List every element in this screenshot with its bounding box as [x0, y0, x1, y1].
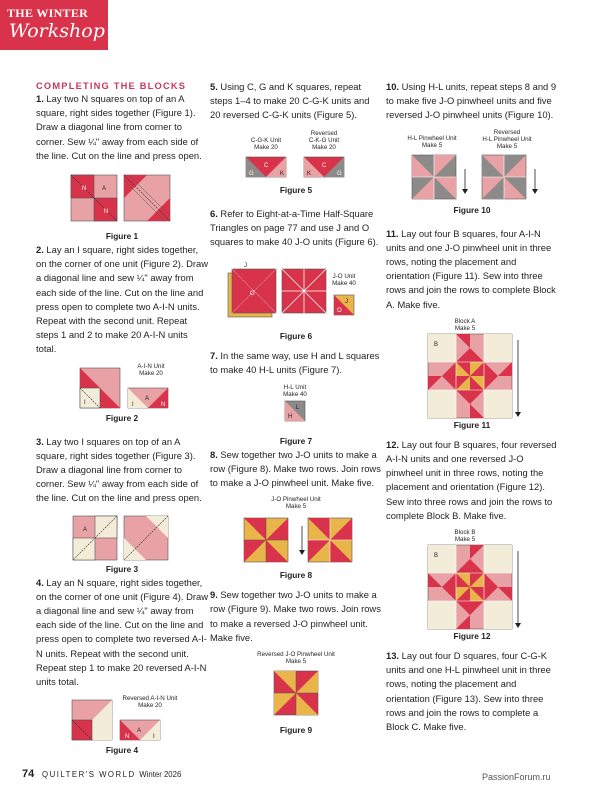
figure-6-unit-label-1: J-O Unit	[332, 273, 356, 281]
step-1: 1. Lay two N squares on top of an A square, right sides together (Figure 1). Draw a diagonal line from corner to corner. Sew ¼" away from each side of the line. Cut on the line and press open.	[36, 93, 202, 161]
figure-7-unit-label-1: H-L Unit	[283, 383, 307, 391]
figure-1-diagram	[36, 169, 208, 231]
fig6-letter-o2: O	[337, 308, 342, 315]
page-number: 74	[22, 768, 35, 780]
figure-2-caption: Figure 2	[105, 412, 139, 423]
figure-10-right-label-2: H-L Pinwheel Unit	[482, 135, 532, 143]
figure-4-unit-label-2: Make 20	[138, 702, 162, 710]
step-11: 11. Lay out four B squares, four A-I-N units and one J-O pinwheel unit in three rows, noting the placement and orientation (Figure 11). Sew into three rows and join the rows to complete Block A. Make five.	[386, 227, 556, 310]
figure-9-unit-label-2: Make 5	[285, 658, 307, 666]
step-10: 10. Using H-L units, repeat steps 8 and 9 to make five J-O pinwheel units and five reversed J-O pinwheel units (Figure 10).	[386, 81, 557, 121]
column-2	[210, 80, 382, 737]
step-2: 2. Lay an I square, right sides together, on the corner of one unit (Figure 2). Draw a diagonal line and sew ¼" away from each side of the line. Cut on the line and press open to complete two A-I-N units. Repeat with the second unit. Repeat steps 1 and 2 to make 20 A-I-N units total.	[36, 244, 208, 355]
figure-5-left-label-1: C-G-K Unit	[250, 136, 282, 144]
section-heading: COMPLETING THE BLOCKS	[36, 81, 187, 91]
fig11-letter-b: B	[434, 341, 439, 348]
figure-6	[210, 255, 382, 343]
figure-2	[36, 363, 208, 429]
fig6-letter-o1: O	[250, 291, 255, 298]
figure-5-right-label-3: Make 20	[312, 143, 336, 151]
figure-4-unit-label-1: Reversed A-I-N Unit	[122, 695, 178, 703]
figure-10-left-label-1: H-L Pinwheel Unit	[407, 134, 457, 142]
magazine-issue: Winter 2026	[139, 770, 182, 779]
fig3-letter-a: A	[83, 526, 88, 533]
magazine-credit	[42, 770, 181, 779]
figure-5-right-label-1: Reversed	[310, 129, 338, 137]
fig1-letter-n1: N	[82, 186, 87, 193]
step-5: 5. Using C, G and K squares, repeat steps 1–4 to make 20 C-G-K units and 20 reversed C-G-K units (Figure 5).	[210, 81, 370, 121]
fig7-letter-h: H	[288, 413, 293, 420]
fig7-letter-l: L	[296, 404, 300, 411]
fig4-letter-n: N	[125, 734, 130, 741]
banner-line-1: THE WINTER	[7, 6, 89, 20]
fig2-letter-a: A	[145, 395, 150, 402]
figure-11-diagram	[386, 318, 558, 420]
step-9: 9. Sew together two J-O units to make a row (Figure 9). Make two rows. Join rows to make a reversed J-O pinwheel unit. Make five.	[210, 589, 381, 643]
figure-3-caption: Figure 3	[105, 563, 139, 574]
figure-12-unit-label-1: Block B	[454, 529, 476, 537]
magazine-name: QUILTER'S WORLD	[42, 770, 136, 779]
figure-6-unit-label-2: Make 40	[332, 280, 356, 288]
fig4-letter-i: I	[153, 734, 155, 741]
figure-11-unit-label-2: Make 5	[454, 324, 476, 332]
figure-12-caption: Figure 12	[453, 631, 491, 642]
figure-12	[386, 529, 558, 643]
fig4-letter-a: A	[137, 728, 142, 735]
fig12-letter-b: B	[434, 553, 439, 560]
figure-9-caption: Figure 9	[279, 725, 313, 736]
step-12: 12. Lay out four B squares, four reversed A-I-N units and one reversed J-O pinwheel unit in three rows, noting the placement and orientation (Figure 12). Sew into three rows and join the rows to complete Block B. Make five.	[386, 438, 557, 521]
figure-11	[386, 318, 558, 432]
figure-1	[36, 169, 208, 243]
fig1-letter-n2: N	[104, 209, 109, 216]
watermark: PassionForum.ru	[482, 772, 551, 782]
figure-3-diagram	[36, 512, 208, 564]
figure-3	[36, 512, 208, 576]
figure-4	[36, 695, 208, 761]
figure-8-unit-label-2: Make 5	[285, 503, 307, 511]
figure-10	[386, 129, 558, 217]
figure-7	[210, 384, 382, 448]
figure-5-right-label-2: C-K-G Unit	[308, 136, 340, 144]
figure-4-caption: Figure 4	[105, 745, 139, 756]
step-3: 3. Lay two I squares on top of an A square, right sides together (Figure 3). Draw a diagonal line from corner to corner. Sew ¼" away from each side of the line. Cut on the line and press open.	[36, 435, 202, 504]
figure-1-caption: Figure 1	[105, 231, 139, 242]
figure-11-caption: Figure 11	[453, 419, 491, 430]
fig2-letter-i1: I	[84, 399, 86, 406]
fig2-letter-n: N	[161, 401, 166, 408]
step-7: 7. In the same way, use H and L squares to make 40 H-L units (Figure 7).	[210, 350, 380, 376]
fig5-letter-g1: G	[249, 170, 254, 177]
figure-10-caption: Figure 10	[453, 204, 491, 215]
figure-5-caption: Figure 5	[279, 184, 313, 195]
figure-6-caption: Figure 6	[279, 331, 313, 342]
figure-2-unit-label-2: Make 20	[139, 369, 163, 377]
figure-8	[210, 496, 382, 582]
fig5-letter-c2: C	[322, 162, 327, 169]
fig5-letter-g2: G	[337, 170, 342, 177]
figure-12-unit-label-2: Make 5	[454, 536, 476, 544]
fig5-letter-k2: K	[307, 170, 312, 177]
step-13: 13. Lay out four D squares, four C-G-K units and one H-L pinwheel unit in three rows, noting the placement and orientation (Figure 13). Sew into three rows and join the rows to complete a Block C. Make five.	[386, 650, 551, 733]
figure-8-unit-label-1: J-O Pinwheel Unit	[271, 496, 321, 504]
figure-9	[210, 651, 382, 737]
fig5-letter-k1: K	[280, 170, 285, 177]
figure-7-unit-label-2: Make 40	[283, 390, 307, 398]
figure-10-right-label-3: Make 5	[496, 142, 518, 150]
step-4: 4. Lay an N square, right sides together, on the corner of one unit (Figure 4). Draw a diagonal line and sew ¼" away from each side of the line. Cut on the line and press open to complete two reversed A-I-N units. Repeat with the second unit. Repeat step 1 to make 20 reversed A-I-N units total.	[36, 576, 208, 688]
figure-11-unit-label-1: Block A	[454, 317, 476, 325]
figure-8-caption: Figure 8	[279, 570, 313, 581]
figure-5-left-label-2: Make 20	[254, 143, 278, 151]
figure-9-unit-label-1: Reversed J-O Pinwheel Unit	[257, 651, 335, 659]
banner-line-2: Workshop	[9, 20, 105, 42]
column-3	[386, 80, 558, 734]
fig2-letter-i2: I	[132, 401, 134, 408]
figure-5	[210, 129, 382, 201]
step-6: 6. Refer to Eight-at-a-Time Half-Square Triangles on page 77 and use J and O squares to make 40 J-O units (Figure 6).	[210, 207, 379, 248]
fig6-letter-j2: J	[345, 299, 348, 306]
column-1	[36, 80, 208, 761]
figure-2-unit-label-1: A-I-N Unit	[137, 362, 165, 370]
fig5-letter-c1: C	[264, 162, 269, 169]
figure-7-caption: Figure 7	[279, 435, 313, 446]
fig6-letter-j1: J	[244, 263, 247, 270]
figure-10-left-label-2: Make 5	[421, 141, 443, 149]
figure-10-right-label-1: Reversed	[493, 128, 521, 136]
figure-12-diagram	[386, 529, 558, 631]
section-banner	[0, 0, 108, 50]
fig1-letter-a: A	[102, 186, 107, 193]
figure-6-diagram	[210, 255, 382, 331]
step-8: 8. Sew together two J-O units to make a row (Figure 8). Make two rows. Join rows to make a J-O pinwheel unit. Make five.	[210, 448, 381, 489]
